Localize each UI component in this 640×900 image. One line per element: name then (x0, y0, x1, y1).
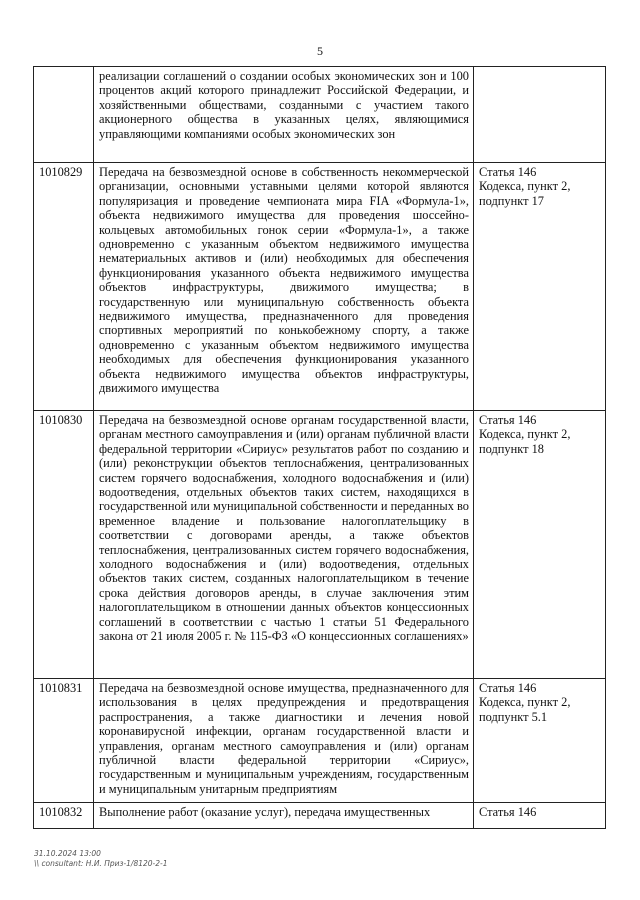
operation-description: Передача на безвозмездной основе имущества, предназначенного для использования в целях предупреждения и предотвращения распространения, а также диагностики и лечения новой коронавирусной инфекции, органам государственной власти и управления, органам местного самоуправления и (или) органам публичной власти федеральной территории «Сириус», государственным и муниципальным учреждениям, государственным и муниципальным унитарным предприятиям (94, 679, 474, 803)
table-row (34, 803, 606, 829)
footer-document-id: \\ consultant: Н.И. Приз-1/8120-2-1 (34, 859, 168, 868)
table-row (34, 163, 606, 411)
reference-line: Кодекса, пункт 2, (479, 427, 571, 442)
codes-table (33, 66, 606, 829)
legal-reference (474, 411, 606, 679)
document-footer (34, 849, 168, 869)
reference-line: Статья 146 (479, 805, 537, 819)
reference-line: подпункт 18 (479, 441, 544, 456)
operation-code: 1010830 (34, 411, 94, 679)
reference-line: подпункт 17 (479, 193, 544, 208)
operation-description: Передача на безвозмездной основе в собственность некоммерческой организации, основными уставными целями которой являются популяризация и проведение чемпионата мира FIA «Формула-1», объекта недвижимого имущества для проведения шоссейно-кольцевых автомобильных гонок серии «Формула-1», а также одновременно с указанным объектом недвижимого имущества нематериальных активов и (или) необходимых для обеспечения функционирования указанного объекта недвижимого имущества объектов инфраструктуры, движимого имущества; в государственную или муниципальную собственность объекта недвижимого имущества, предназначенного для проведения спортивных мероприятий по конькобежному спорту, а также одновременно с указанным объектом недвижимого имущества необходимых для обеспечения функционирования указанного объекта недвижимого имущества объектов инфраструктуры, движимого имущества (94, 163, 474, 411)
operation-description: Передача на безвозмездной основе органам государственной власти, органам местного самоуправления и (или) органам публичной власти федеральной территории «Сириус» результатов работ по созданию и (или) реконструкции объектов теплоснабжения, централизованных систем горячего водоснабжения, холодного водоснабжения и (или) водоотведения, отдельных объектов таких систем, находящихся в государственной или муниципальной собственности и переданных во временное владение и пользование налогоплательщику в соответствии с договорами аренды, а также объектов теплоснабжения, централизованных систем горячего водоснабжения, холодного водоснабжения и (или) водоотведения, отдельных объектов таких систем, созданных налогоплательщиком в течение срока действия договоров аренды, в случае заключения этим налогоплательщиком в отношении данных объектов концессионных соглашений в соответствии с частью 1 статьи 51 Федерального закона от 21 июля 2005 г. № 115-ФЗ «О концессионных соглашениях» (94, 411, 474, 679)
legal-reference (474, 67, 606, 163)
operation-code (34, 67, 94, 163)
operation-code: 1010829 (34, 163, 94, 411)
legal-reference (474, 803, 606, 829)
legal-reference (474, 679, 606, 803)
operation-description: Выполнение работ (оказание услуг), передача имущественных (94, 803, 474, 829)
legal-reference (474, 163, 606, 411)
footer-timestamp: 31.10.2024 13:00 (34, 849, 101, 858)
reference-line: подпункт 5.1 (479, 709, 548, 724)
reference-line: Кодекса, пункт 2, (479, 179, 571, 194)
operation-code: 1010831 (34, 679, 94, 803)
table-row (34, 411, 606, 679)
table-row (34, 67, 606, 163)
operation-description: реализации соглашений о создании особых экономических зон и 100 процентов акций которого принадлежит Российской Федерации, и хозяйственными обществами, созданными с участием такого акционерного общества в указанных целях, являющимися управляющими компаниями особых экономических зон (94, 67, 474, 163)
operation-code: 1010832 (34, 803, 94, 829)
reference-line: Статья 146 (479, 413, 537, 427)
reference-line: Статья 146 (479, 681, 537, 695)
page-number: 5 (317, 44, 323, 58)
reference-line: Статья 146 (479, 165, 537, 179)
reference-line: Кодекса, пункт 2, (479, 695, 571, 710)
table-row (34, 679, 606, 803)
